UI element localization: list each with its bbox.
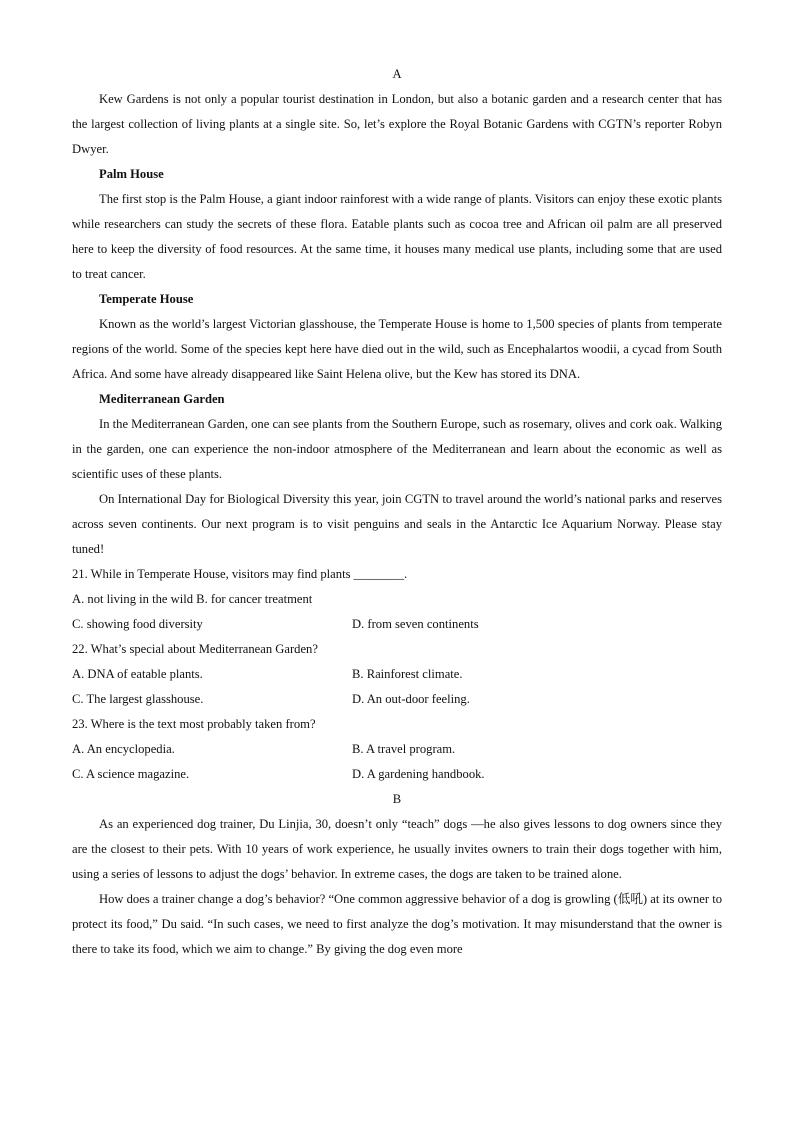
question-23-option-c: C. A science magazine. bbox=[72, 767, 190, 781]
section-text-mediterranean-garden: In the Mediterranean Garden, one can see plants from the Southern Europe, such as rosemary, olives and cork oak. Walking in the garden, one can experience the non-indoor atmosphere of the Mediterranean and learn about the economic as well as scientific uses of these plants. bbox=[72, 417, 722, 481]
question-23-option-a: A. An encyclopedia. bbox=[72, 742, 175, 756]
question-23-stem: 23. Where is the text most probably taken from? bbox=[72, 717, 316, 731]
question-22-option-b: B. Rainforest climate. bbox=[352, 667, 463, 681]
question-23-options-row-1 bbox=[72, 737, 722, 762]
question-21-options-ab: A. not living in the wild B. for cancer treatment bbox=[72, 592, 313, 606]
question-23-option-d: D. A gardening handbook. bbox=[352, 767, 485, 781]
question-22-option-a: A. DNA of eatable plants. bbox=[72, 667, 203, 681]
passage-b-paragraph-1: As an experienced dog trainer, Du Linjia, 30, doesn’t only “teach” dogs —he also gives lessons to dog owners since they are the closest to their pets. With 10 years of work experience, he usually invites owners to train their dogs together with him, using a series of lessons to adjust the dogs’ behavior. In extreme cases, the dogs are taken to be trained alone. bbox=[72, 817, 722, 881]
question-22-stem: 22. What’s special about Mediterranean Garden? bbox=[72, 642, 318, 656]
question-21-option-c: C. showing food diversity bbox=[72, 617, 203, 631]
section-heading-mediterranean-garden: Mediterranean Garden bbox=[99, 392, 225, 406]
passage-b-paragraph-2: How does a trainer change a dog’s behavior? “One common aggressive behavior of a dog is growling (低吼) at its owner to protect its food,” Du said. “In such cases, we need to first analyze the dog’s motivation. It may misunderstand that the owner is there to take its food, which we aim to change.” By giving the dog even more bbox=[72, 892, 722, 956]
question-22-option-d: D. An out-door feeling. bbox=[352, 692, 470, 706]
passage-b-letter: B bbox=[392, 792, 402, 806]
section-text-temperate-house: Known as the world’s largest Victorian glasshouse, the Temperate House is home to 1,500 species of plants from temperate regions of the world. Some of the species kept here have died out in the wild, such as Encephalartos woodii, a cycad from South Africa. And some have already disappeared like Saint Helena olive, but the Kew has stored its DNA. bbox=[72, 317, 722, 381]
passage-a-intro: Kew Gardens is not only a popular tourist destination in London, but also a botanic garden and a research center that has the largest collection of living plants at a single site. So, let’s explore the Royal Botanic Gardens with CGTN’s reporter Robyn Dwyer. bbox=[72, 92, 722, 156]
question-22-options-row-1 bbox=[72, 662, 722, 687]
question-22-options-row-2 bbox=[72, 687, 722, 712]
section-heading-palm-house: Palm House bbox=[99, 167, 164, 181]
section-text-palm-house: The first stop is the Palm House, a giant indoor rainforest with a wide range of plants. Visitors can enjoy these exotic plants while researchers can study the secrets of these flora. Eatable plants such as cocoa tree and African oil palm are all preserved here to keep the diversity of food resources. At the same time, it houses many medical use plants, including some that are used to treat cancer. bbox=[72, 192, 722, 281]
question-21-options-row-1 bbox=[72, 587, 722, 612]
question-21-options-row-2 bbox=[72, 612, 722, 637]
passage-a-letter: A bbox=[392, 67, 402, 81]
question-23-options-row-2 bbox=[72, 762, 722, 787]
question-21-option-d: D. from seven continents bbox=[352, 617, 479, 631]
question-23-option-b: B. A travel program. bbox=[352, 742, 456, 756]
question-22-option-c: C. The largest glasshouse. bbox=[72, 692, 204, 706]
section-heading-temperate-house: Temperate House bbox=[99, 292, 194, 306]
exam-page bbox=[72, 62, 722, 962]
question-21-stem: 21. While in Temperate House, visitors may find plants ________. bbox=[72, 567, 408, 581]
passage-a-closing: On International Day for Biological Diversity this year, join CGTN to travel around the world’s national parks and reserves across seven continents. Our next program is to visit penguins and seals in the Antarctic Ice Aquarium Norway. Please stay tuned! bbox=[72, 492, 722, 556]
